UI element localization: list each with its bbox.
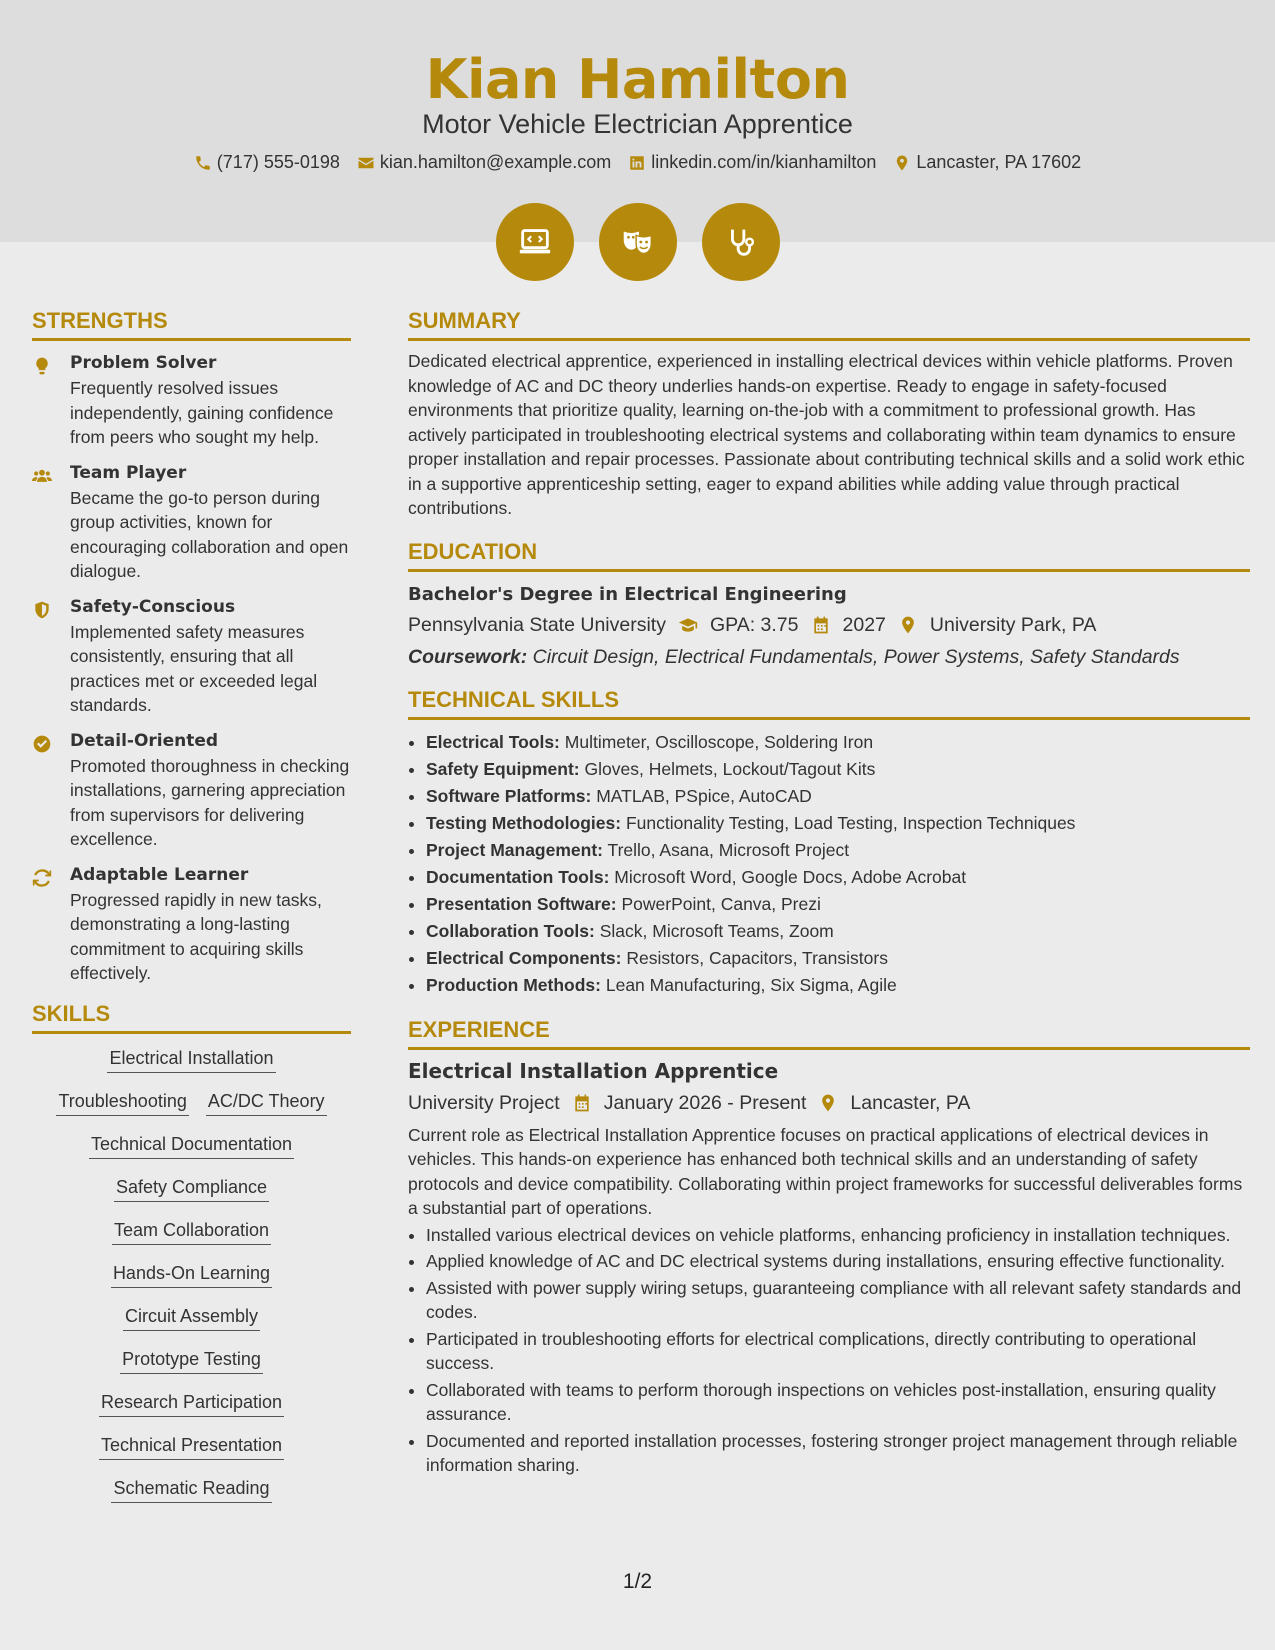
gpa-text: GPA: 3.75: [709, 613, 799, 636]
skill-tag: Team Collaboration: [32, 1220, 351, 1245]
list-item: • Participated in troubleshooting efforts for electrical complications, directly contributing to operational success.: [426, 1327, 1250, 1376]
skill-tag: Research Participation: [32, 1392, 351, 1417]
right-column: [408, 308, 1250, 1480]
school-location: University Park, PA: [929, 613, 1097, 636]
skill-tag: Safety Compliance: [32, 1177, 351, 1202]
coursework-label: Coursework:: [408, 645, 528, 668]
page-number: 1/2: [622, 1570, 653, 1593]
contact-bar: [0, 152, 1275, 173]
skills-heading: SKILLS: [32, 1001, 351, 1034]
strengths-list: [32, 353, 351, 986]
strength-item: [32, 353, 351, 450]
list-item: • Presentation Software: PowerPoint, Canva, Prezi: [426, 891, 1250, 918]
map-pin-icon: [893, 154, 911, 172]
skill-tag: AC/DC Theory: [206, 1091, 327, 1116]
strength-desc: Implemented safety measures consistently, ensuring that all practices met or exceeded legal standards.: [70, 621, 318, 715]
strength-desc: Frequently resolved issues independently, gaining confidence from peers who sought my help.: [70, 378, 334, 447]
phone-icon: [194, 154, 212, 172]
email-text: kian.hamilton@example.com: [379, 152, 612, 172]
linkedin-text: linkedin.com/in/kianhamilton: [651, 152, 877, 172]
experience-dates: January 2026 - Present: [603, 1091, 807, 1114]
list-item: • Collaborated with teams to perform thorough inspections on vehicles post-installation, ensuring quality assurance.: [426, 1378, 1250, 1427]
experience-meta: [408, 1092, 1250, 1115]
skill-tag: Troubleshooting: [56, 1091, 188, 1116]
location-text: Lancaster, PA 17602: [916, 152, 1082, 172]
coursework: [408, 646, 1250, 669]
graduation-cap-icon: [678, 615, 698, 635]
skill-tag: Technical Presentation: [32, 1435, 351, 1460]
check-circle-icon: [32, 734, 52, 754]
experience-bullets: [408, 1223, 1250, 1478]
skills-tags: [32, 1048, 351, 1503]
list-item: • Installed various electrical devices on vehicle platforms, enhancing proficiency in installation techniques.: [426, 1223, 1250, 1248]
strength-title: Safety-Conscious: [70, 596, 236, 617]
graduation-year: 2027: [842, 613, 886, 636]
sync-icon: [32, 868, 52, 888]
experience-location: Lancaster, PA: [850, 1091, 971, 1114]
contact-location: [893, 152, 1081, 173]
list-item: • Electrical Tools: Multimeter, Oscilloscope, Soldering Iron: [426, 729, 1250, 756]
strength-desc: Progressed rapidly in new tasks, demonstrating a long-lasting commitment to acquiring skills effectively.: [70, 889, 322, 983]
list-item: • Software Platforms: MATLAB, PSpice, AutoCAD: [426, 783, 1250, 810]
education-meta: [408, 614, 1250, 637]
strength-title: Adaptable Learner: [70, 864, 249, 885]
calendar-icon: [811, 615, 831, 635]
skill-tag: Prototype Testing: [32, 1349, 351, 1374]
list-item: • Collaboration Tools: Slack, Microsoft Teams, Zoom: [426, 918, 1250, 945]
contact-email[interactable]: [357, 152, 611, 173]
strength-item: [32, 731, 351, 852]
strength-item: [32, 865, 351, 986]
theater-masks-icon: [599, 203, 677, 281]
education-heading: EDUCATION: [408, 539, 1250, 572]
technical-skills-list: [408, 729, 1250, 999]
list-item: • Electrical Components: Resistors, Capacitors, Transistors: [426, 945, 1250, 972]
school-name: Pennsylvania State University: [408, 613, 666, 636]
interest-icons: [0, 203, 1275, 281]
lightbulb-icon: [32, 356, 52, 376]
users-icon: [32, 466, 52, 486]
strength-item: [32, 597, 351, 718]
list-item: • Production Methods: Lean Manufacturing, Six Sigma, Agile: [426, 972, 1250, 999]
stethoscope-icon: [702, 203, 780, 281]
candidate-name: Kian Hamilton: [425, 48, 850, 111]
skill-tag: Technical Documentation: [32, 1134, 351, 1159]
calendar-icon: [572, 1093, 592, 1113]
list-item: • Safety Equipment: Gloves, Helmets, Lockout/Tagout Kits: [426, 756, 1250, 783]
envelope-icon: [357, 154, 375, 172]
skill-tag: Hands-On Learning: [32, 1263, 351, 1288]
contact-phone[interactable]: [194, 152, 340, 173]
summary-heading: SUMMARY: [408, 308, 1250, 341]
strength-title: Detail-Oriented: [70, 730, 219, 751]
experience-heading: EXPERIENCE: [408, 1017, 1250, 1050]
strength-desc: Became the go-to person during group activities, known for encouraging collaboration and open dialogue.: [70, 487, 349, 581]
list-item: • Applied knowledge of AC and DC electrical systems during installations, ensuring effective functionality.: [426, 1249, 1250, 1274]
left-column: [32, 308, 351, 1503]
strength-title: Team Player: [70, 462, 187, 483]
strength-title: Problem Solver: [70, 353, 217, 373]
experience-org: University Project: [408, 1091, 560, 1114]
list-item: • Documentation Tools: Microsoft Word, Google Docs, Adobe Acrobat: [426, 864, 1250, 891]
skill-tag: Electrical Installation: [32, 1048, 351, 1073]
experience-job-title: Electrical Installation Apprentice: [408, 1058, 779, 1083]
coursework-list: Circuit Design, Electrical Fundamentals, Power Systems, Safety Standards: [532, 645, 1180, 668]
map-pin-icon: [818, 1093, 838, 1113]
list-item: • Assisted with power supply wiring setups, guaranteeing compliance with all relevant safety standards and codes.: [426, 1276, 1250, 1325]
summary-text: Dedicated electrical apprentice, experienced in installing electrical devices within vehicle platforms. Proven knowledge of AC and DC theory underlies hands-on expertise. Ready to engage in safety-focused environments that prioritize quality, learning on-the-job with a commitment to professional growth. Has actively participated in troubleshooting electrical systems and collaborating within team dynamics to ensure proper installation and repair processes. Passionate about contributing technical skills and a solid work ethic in a supportive apprenticeship setting, eager to expand abilities while adding value through practical contributions.: [408, 351, 1245, 518]
technical-skills-heading: TECHNICAL SKILLS: [408, 687, 1250, 720]
contact-linkedin[interactable]: [628, 152, 876, 173]
linkedin-icon: [628, 154, 646, 172]
skill-tag: Circuit Assembly: [32, 1306, 351, 1331]
list-item: • Documented and reported installation processes, fostering stronger project management through reliable information sharing.: [426, 1429, 1250, 1478]
strength-item: [32, 463, 351, 584]
shield-icon: [32, 600, 52, 620]
laptop-code-icon: [496, 203, 574, 281]
degree-name: Bachelor's Degree in Electrical Engineering: [408, 583, 847, 605]
job-title: Motor Vehicle Electrician Apprentice: [422, 109, 853, 139]
experience-description: Current role as Electrical Installation Apprentice focuses on practical applications of electrical devices in vehicles. This hands-on experience has enhanced both technical skills and an understanding of safety protocols and device compatibility. Collaborating within project frameworks for successful deliverables forms a substantial part of operations.: [408, 1124, 1243, 1218]
skill-tag: Schematic Reading: [32, 1478, 351, 1503]
phone-text: (717) 555-0198: [216, 152, 340, 172]
map-pin-icon: [898, 615, 918, 635]
strength-desc: Promoted thoroughness in checking installations, garnering appreciation from supervisors for delivering excellence.: [70, 755, 350, 849]
list-item: • Testing Methodologies: Functionality Testing, Load Testing, Inspection Techniques: [426, 810, 1250, 837]
list-item: • Project Management: Trello, Asana, Microsoft Project: [426, 837, 1250, 864]
strengths-heading: STRENGTHS: [32, 308, 351, 341]
